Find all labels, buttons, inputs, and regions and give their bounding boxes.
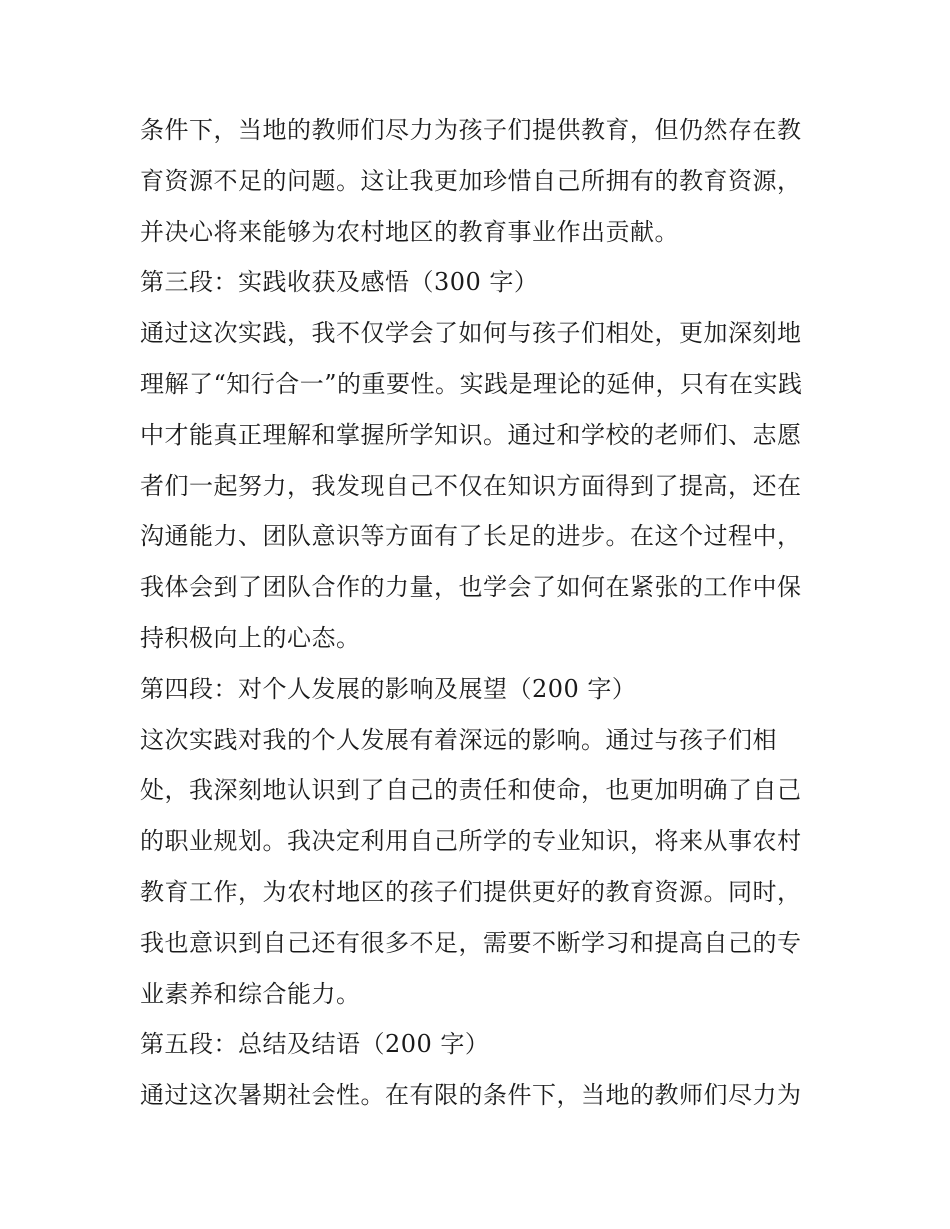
text-line: 条件下，当地的教师们尽力为孩子们提供教育，但仍然存在教 <box>140 116 802 144</box>
document-body <box>140 105 820 1121</box>
text-line: 业素养和综合能力。 <box>140 979 361 1008</box>
text-line: 者们一起努力，我发现自己不仅在知识方面得到了提高，还在 <box>140 471 802 500</box>
text-line: 我体会到了团队合作的力量，也学会了如何在紧张的工作中保 <box>140 573 802 602</box>
text-line: 并决心将来能够为农村地区的教育事业作出贡献。 <box>140 217 679 246</box>
text-line: 我也意识到自己还有很多不足，需要不断学习和提高自己的专 <box>140 928 802 957</box>
text-line: 持积极向上的心态。 <box>140 623 361 652</box>
text-line: 育资源不足的问题。这让我更加珍惜自己所拥有的教育资源， <box>140 166 802 195</box>
text-line: 通过这次暑期社会性。在有限的条件下，当地的教师们尽力为 <box>140 1081 802 1110</box>
text-line: 的职业规划。我决定利用自己所学的专业知识，将来从事农村 <box>140 827 802 856</box>
text-line: 理解了“知行合一”的重要性。实践是理论的延伸，只有在实践 <box>140 369 803 398</box>
text-line: 教育工作，为农村地区的孩子们提供更好的教育资源。同时， <box>140 877 802 906</box>
section-heading-5: 第五段：总结及结语（200 字） <box>140 1030 490 1059</box>
text-line: 处，我深刻地认识到了自己的责任和使命，也更加明确了自己 <box>140 776 802 805</box>
section-heading-4: 第四段：对个人发展的影响及展望（200 字） <box>140 674 637 703</box>
section-heading-3: 第三段：实践收获及感悟（300 字） <box>140 268 539 297</box>
text-line: 中才能真正理解和掌握所学知识。通过和学校的老师们、志愿 <box>140 420 802 449</box>
text-line: 这次实践对我的个人发展有着深远的影响。通过与孩子们相 <box>140 725 777 754</box>
text-line: 通过这次实践，我不仅学会了如何与孩子们相处，更加深刻地 <box>140 319 802 348</box>
text-line: 沟通能力、团队意识等方面有了长足的进步。在这个过程中， <box>140 522 802 551</box>
